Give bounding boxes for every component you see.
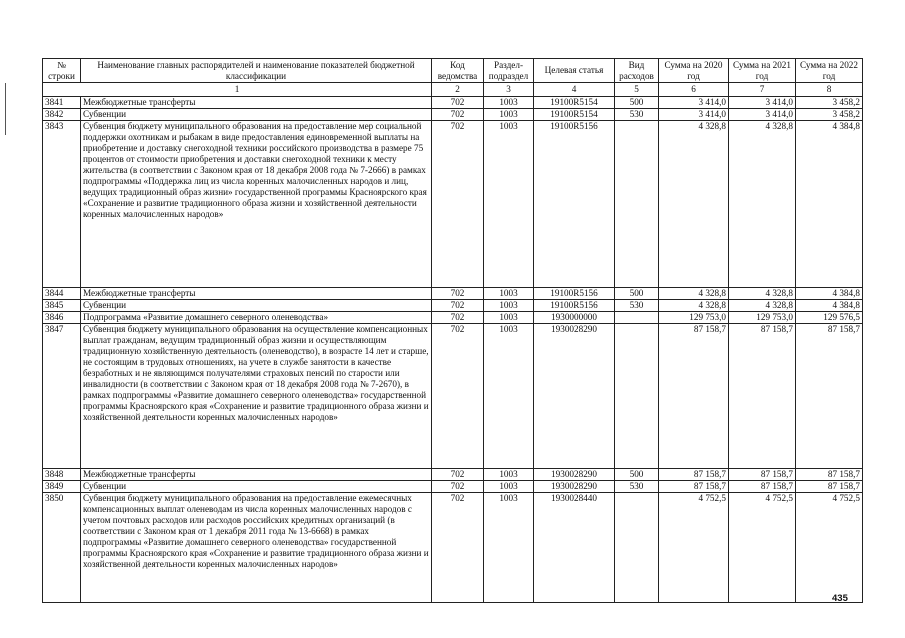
row-sum-2021: 4 328,8 [729,287,796,299]
row-sum-2022: 4 384,8 [796,287,863,299]
row-type [615,492,659,602]
row-target: 1930000000 [534,311,615,323]
row-code: 702 [432,480,484,492]
column-number: 7 [729,83,796,97]
column-number: 3 [484,83,534,97]
row-number: 3850 [43,492,81,602]
row-sum-2020: 87 158,7 [659,468,729,480]
row-sum-2021: 4 328,8 [729,299,796,311]
column-number: 1 [43,83,432,97]
row-sum-2022: 3 458,2 [796,96,863,108]
row-sum-2020: 3 414,0 [659,108,729,120]
row-sum-2020: 4 328,8 [659,287,729,299]
table-row [43,120,863,287]
row-target: 19100R5154 [534,96,615,108]
row-section: 1003 [484,492,534,602]
column-number: 5 [615,83,659,97]
row-type [615,323,659,468]
table-row [43,311,863,323]
row-name: Субвенция бюджету муниципального образования на предоставление мер социальной поддержки охотникам и рыбакам в виде предоставления единовременной выплаты на приобретение и доставку снегоходной техники российского производства в размере 75 процентов от стоимости приобретения и доставки снегоходной техники к месту жительства (в соответствии с Законом края от 18 декабря 2008 года № 7-2666) в рамках подпрограммы «Поддержка лиц из числа коренных малочисленных народов и лиц, ведущих традиционный образ жизни» государственной программы Красноярского края «Сохранение и развитие традиционного образа жизни и хозяйственной деятельности коренных малочисленных народов» [81,120,432,287]
row-sum-2020: 87 158,7 [659,480,729,492]
row-section: 1003 [484,299,534,311]
column-number-row [43,83,863,97]
row-type: 530 [615,108,659,120]
page-number: 435 [832,593,848,604]
row-sum-2021: 87 158,7 [729,480,796,492]
row-section: 1003 [484,108,534,120]
column-number: 8 [796,83,863,97]
row-number: 3848 [43,468,81,480]
row-target: 19100R5156 [534,299,615,311]
row-code: 702 [432,492,484,602]
row-sum-2021: 129 753,0 [729,311,796,323]
row-sum-2020: 4 328,8 [659,299,729,311]
header-row [43,59,863,83]
row-number: 3843 [43,120,81,287]
header-sum-2022: Сумма на 2022 год [796,59,863,83]
row-sum-2021: 4 328,8 [729,120,796,287]
row-name: Межбюджетные трансферты [81,287,432,299]
row-sum-2021: 4 752,5 [729,492,796,602]
row-sum-2020: 4 328,8 [659,120,729,287]
row-number: 3841 [43,96,81,108]
row-sum-2020: 129 753,0 [659,311,729,323]
margin-rule [5,83,6,135]
row-target: 19100R5156 [534,120,615,287]
table-row [43,323,863,468]
row-sum-2022: 4 384,8 [796,299,863,311]
row-code: 702 [432,120,484,287]
row-sum-2020: 3 414,0 [659,96,729,108]
row-sum-2022: 129 576,5 [796,311,863,323]
row-name: Субвенции [81,299,432,311]
row-name: Субвенции [81,108,432,120]
row-sum-2022: 87 158,7 [796,480,863,492]
table-row [43,492,863,602]
row-type [615,311,659,323]
header-name: Наименование главных распорядителей и наименование показателей бюджетной классификации [81,59,432,83]
row-section: 1003 [484,287,534,299]
budget-table [42,58,863,603]
header-row-number: № строки [43,59,81,83]
row-code: 702 [432,96,484,108]
row-number: 3842 [43,108,81,120]
row-target: 19100R5154 [534,108,615,120]
row-type: 500 [615,468,659,480]
row-sum-2021: 3 414,0 [729,96,796,108]
row-sum-2022: 87 158,7 [796,468,863,480]
row-type: 500 [615,287,659,299]
row-code: 702 [432,323,484,468]
header-sum-2020: Сумма на 2020 год [659,59,729,83]
header-sum-2021: Сумма на 2021 год [729,59,796,83]
row-section: 1003 [484,96,534,108]
table-row [43,480,863,492]
table-row [43,287,863,299]
row-code: 702 [432,299,484,311]
row-section: 1003 [484,323,534,468]
column-number: 4 [534,83,615,97]
row-target: 1930028290 [534,323,615,468]
row-sum-2022: 4 752,5 [796,492,863,602]
row-type [615,120,659,287]
header-target-article: Целевая статья [534,59,615,83]
row-sum-2022: 4 384,8 [796,120,863,287]
row-code: 702 [432,468,484,480]
header-section: Раздел- подраздел [484,59,534,83]
row-section: 1003 [484,311,534,323]
row-target: 1930028440 [534,492,615,602]
row-code: 702 [432,311,484,323]
row-type: 500 [615,96,659,108]
table-row [43,108,863,120]
row-section: 1003 [484,468,534,480]
row-number: 3849 [43,480,81,492]
row-number: 3844 [43,287,81,299]
row-sum-2022: 3 458,2 [796,108,863,120]
header-department-code: Код ведомства [432,59,484,83]
table-row [43,96,863,108]
column-number: 2 [432,83,484,97]
row-name: Субвенция бюджету муниципального образования на предоставление ежемесячных компенсационных выплат оленеводам из числа коренных малочисленных народов с учетом почтовых расходов или расходов российских кредитных организаций (в соответствии с Законом края от 1 декабря 2011 года № 13-6668) в рамках подпрограммы «Развитие домашнего северного оленеводства» государственной программы Красноярского края «Сохранение и развитие традиционного образа жизни и хозяйственной деятельности коренных малочисленных народов» [81,492,432,602]
row-section: 1003 [484,120,534,287]
row-target: 19100R5156 [534,287,615,299]
row-name: Субвенция бюджету муниципального образования на осуществление компенсационных выплат гражданам, ведущим традиционный образ жизни и осуществляющим традиционную хозяйственную деятельность (оленеводство), в возрасте 14 лет и старше, не состоящим в трудовых отношениях, на учете в службе занятости в качестве безработных и не являющимся получателями страховых пенсий по старости или инвалидности (в соответствии с Законом края от 18 декабря 2008 года № 7-2670), в рамках подпрограммы «Развитие домашнего северного оленеводства» государственной программы Красноярского края «Сохранение и развитие традиционного образа жизни и хозяйственной деятельности коренных малочисленных народов» [81,323,432,468]
column-number: 6 [659,83,729,97]
table-row [43,468,863,480]
row-sum-2021: 87 158,7 [729,468,796,480]
row-type: 530 [615,480,659,492]
row-name: Субвенции [81,480,432,492]
row-name: Межбюджетные трансферты [81,468,432,480]
row-number: 3845 [43,299,81,311]
header-expense-type: Вид расходов [615,59,659,83]
row-name: Межбюджетные трансферты [81,96,432,108]
row-target: 1930028290 [534,468,615,480]
table-row [43,299,863,311]
row-number: 3847 [43,323,81,468]
row-target: 1930028290 [534,480,615,492]
row-name: Подпрограмма «Развитие домашнего северного оленеводства» [81,311,432,323]
row-number: 3846 [43,311,81,323]
row-type: 530 [615,299,659,311]
row-code: 702 [432,287,484,299]
row-code: 702 [432,108,484,120]
row-sum-2020: 4 752,5 [659,492,729,602]
row-sum-2020: 87 158,7 [659,323,729,468]
row-section: 1003 [484,480,534,492]
row-sum-2022: 87 158,7 [796,323,863,468]
row-sum-2021: 87 158,7 [729,323,796,468]
row-sum-2021: 3 414,0 [729,108,796,120]
